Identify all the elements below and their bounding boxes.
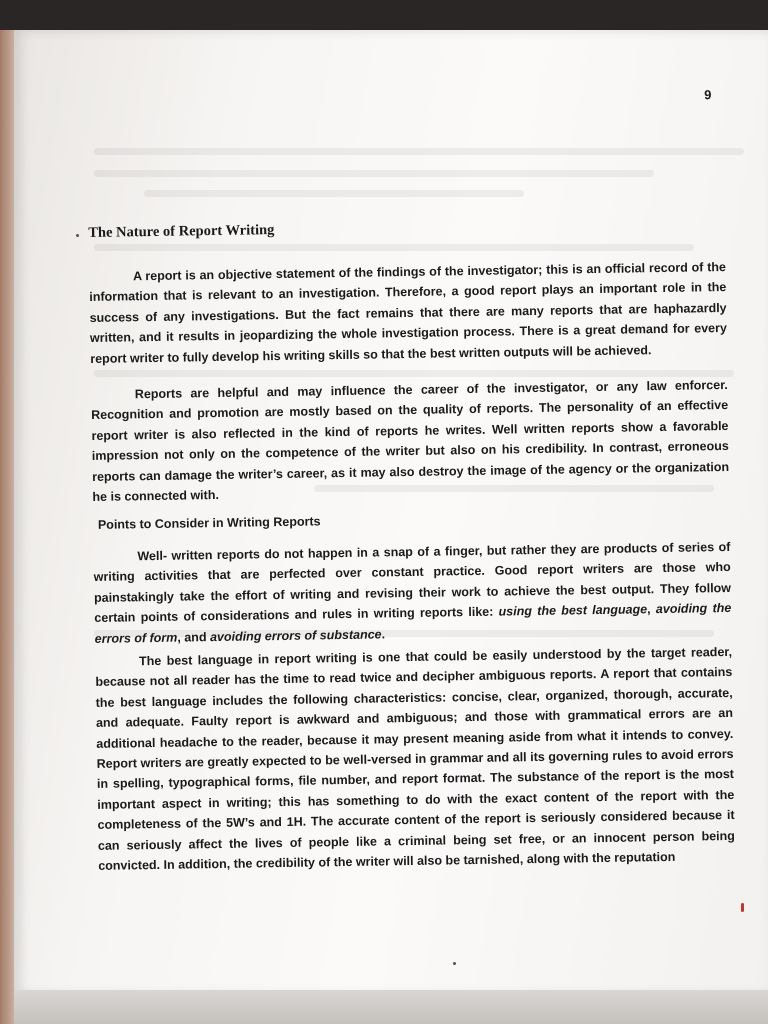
speck (76, 234, 79, 237)
page-bottom-shadow (14, 990, 768, 1024)
emphasis-errors-of-form: avoiding the errors of form (94, 601, 732, 646)
separator: , and (177, 629, 211, 645)
paragraph-3 (93, 537, 732, 649)
paragraph-3-text: Well- written reports do not happen in a snap of a finger, but rather they are products of series of writing activities that are perfected over constant practice. Good report writers are those who painstakingly take the effort of writing and revising their work to achieve the best output. They follow certain points of considerations and rules in writing reports like: (93, 539, 732, 626)
red-ink-mark (741, 903, 744, 912)
paragraph-4: The best language in report writing is one that could be easily understood by the target reader, because not all reader has the time to read twice and decipher ambiguous reports. A report that contains the best language includes the following characteristics: concise, clear, organized, thorough, accurate, and adequate. Faulty report is awkward and ambiguous; and those with grammatical errors are an additional headache to the reader, because it may present meaning aside from what it intends to convey. Report writers are greatly expected to be well-versed in grammar and all its governing rules to avoid errors in spelling, typographical forms, file number, and report format. The substance of the report is the most important aspect in writing; this has something to do with the exact content of the report with the completeness of the 5W’s and 1H. The accurate content of the report is seriously considered because it can seriously affect the lives of people like a criminal being set free, or an innocent person being convicted. In addition, the credibility of the writer will also be tarnished, along with the reputation (95, 644, 735, 873)
paragraph-3-end: . (381, 626, 386, 642)
subheading: Points to Consider in Writing Reports (97, 514, 321, 532)
page-number: 9 (704, 87, 712, 103)
photo-background-top (0, 0, 768, 32)
emphasis-best-language: using the best language (498, 602, 648, 619)
section-title: The Nature of Report Writing (88, 222, 275, 241)
bleed-through-text (94, 148, 744, 155)
paragraph-2: Reports are helpful and may influence the career of the investigator, or any law enforcer. Recognition and promotion are mostly based on the quality of reports. The personality of an effective report writer is also reflected in the kind of reports he writes. Well written reports show a favorable impression not only on the competence of the writer but also on his credibility. In contrast, erroneous reports can damage the writer’s career, as it may also destroy the image of the agency or the organization he is connected with. (91, 377, 730, 504)
bleed-through-text (144, 190, 524, 197)
bleed-through-text (94, 170, 654, 177)
paragraph-1: A report is an objective statement of the findings of the investigator; this is an official record of the information that is relevant to an investigation. Therefore, a good report plays an important role in the success of any investigations. But the fact remains that there are many reports that are haphazardly written, and it results in jeopardizing the whole investigation process. There is a great demand for every report writer to fully develop his writing skills so that the best written outputs will be achieved. (89, 259, 728, 366)
bleed-through-text (94, 244, 694, 251)
speck (453, 962, 456, 965)
separator: , (646, 602, 656, 617)
emphasis-errors-of-substance: avoiding errors of substance (209, 627, 382, 644)
